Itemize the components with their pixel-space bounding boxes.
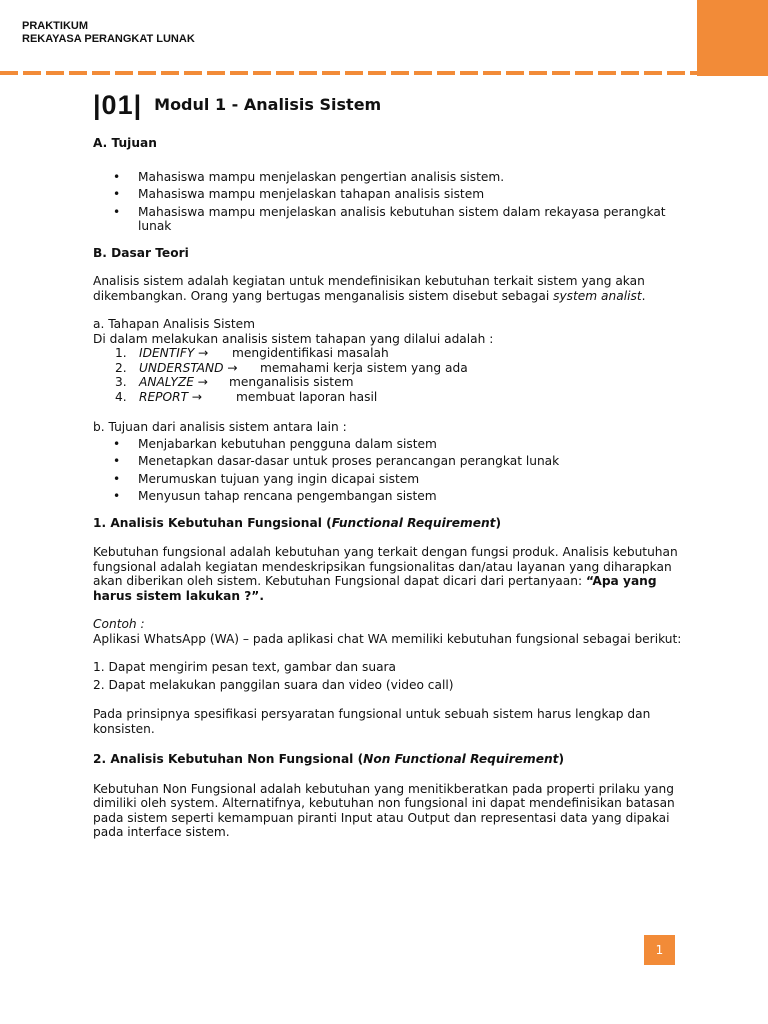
contoh-label: Contoh : [93,617,145,631]
arrow-right-icon: → [198,346,209,360]
arrow-right-icon: → [227,360,238,375]
module-number: |01| [93,89,143,120]
module-title-row [93,88,693,122]
page-number: 1 [644,935,675,965]
list-item: • Mahasiswa mampu menjelaskan pengertian analisis sistem. [93,170,693,185]
module-title: Modul 1 - Analisis Sistem [154,94,382,114]
step-item: 3. ANALYZE → menganalisis sistem [115,375,354,389]
section-b-heading: B. Dasar Teori [93,245,189,260]
header-line-2: REKAYASA PERANGKAT LUNAK [22,33,195,45]
tujuan-list [93,170,693,234]
list-item: • Menjabarkan kebutuhan pengguna dalam sistem [93,437,693,452]
list-item: • Menetapkan dasar-dasar untuk proses perancangan perangkat lunak [93,454,693,469]
step-item: 2. UNDERSTAND → memahami kerja sistem yang ada [115,360,468,375]
step-item: 1. IDENTIFY → mengidentifikasi masalah [115,346,389,360]
header-dashed-divider [0,71,697,75]
header-accent-block [697,0,768,76]
section-a-heading: A. Tujuan [93,136,157,150]
fungsional-closing: Pada prinsipnya spesifikasi persyaratan fungsional untuk sebuah sistem harus lengkap dan konsisten. [93,707,651,736]
list-item: • Merumuskan tujuan yang ingin dicapai sistem [93,472,693,487]
tahapan-steps [93,346,693,404]
page-content [93,88,693,840]
intro-paragraph: Analisis sistem adalah kegiatan untuk mendefinisikan kebutuhan terkait sistem yang akan dikembangkan. Orang yang bertugas menganalisis sistem disebut sebagai system analist. [93,274,646,303]
tujuan-analisis-list [93,437,693,504]
document-header [22,20,195,46]
non-fungsional-paragraph: Kebutuhan Non Fungsional adalah kebutuhan yang menitikberatkan pada properti prilaku yang dimiliki oleh system. Alternatifnya, kebutuhan non fungsional ini dapat mendefinisikan batasan pada sistem seperti kemampuan piranti Input atau Output dan representasi data yang dipakai pada interface sistem. [93,781,675,839]
contoh-text: Aplikasi WhatsApp (WA) – pada aplikasi chat WA memiliki kebutuhan fungsional sebagai berikut: [93,631,682,646]
list-item: 1. Dapat mengirim pesan text, gambar dan suara [93,660,397,674]
arrow-right-icon: → [197,375,209,389]
tahapan-intro: Di dalam melakukan analisis sistem tahapan yang dilalui adalah : [93,331,494,346]
tahapan-title: a. Tahapan Analisis Sistem [93,317,255,331]
non-fungsional-heading: 2. Analisis Kebutuhan Non Fungsional (Non Functional Requirement) [93,752,565,766]
arrow-right-icon: → [191,389,203,404]
step-item: 4. REPORT → membuat laporan hasil [115,389,378,404]
list-item: • Menyusun tahap rencana pengembangan sistem [93,489,693,504]
list-item: 2. Dapat melakukan panggilan suara dan video (video call) [93,677,454,692]
list-item: • Mahasiswa mampu menjelaskan tahapan analisis sistem [93,187,693,202]
fungsional-heading: 1. Analisis Kebutuhan Fungsional (Functional Requirement) [93,515,502,530]
header-line-1: PRAKTIKUM [22,20,88,32]
tujuan-title: b. Tujuan dari analisis sistem antara lain : [93,420,347,434]
list-item: • Mahasiswa mampu menjelaskan analisis kebutuhan sistem dalam rekayasa perangkat lunak [93,205,693,234]
fungsional-paragraph: Kebutuhan fungsional adalah kebutuhan yang terkait dengan fungsi produk. Analisis kebutuhan fungsional adalah kegiatan mendeskripsikan fungsionalitas dan/atau layanan yang diharapkan akan diberikan oleh sistem. Kebutuhan Fungsional dapat dicari dari pertanyaan: “Apa yang harus sistem lakukan ?”. [93,545,678,603]
